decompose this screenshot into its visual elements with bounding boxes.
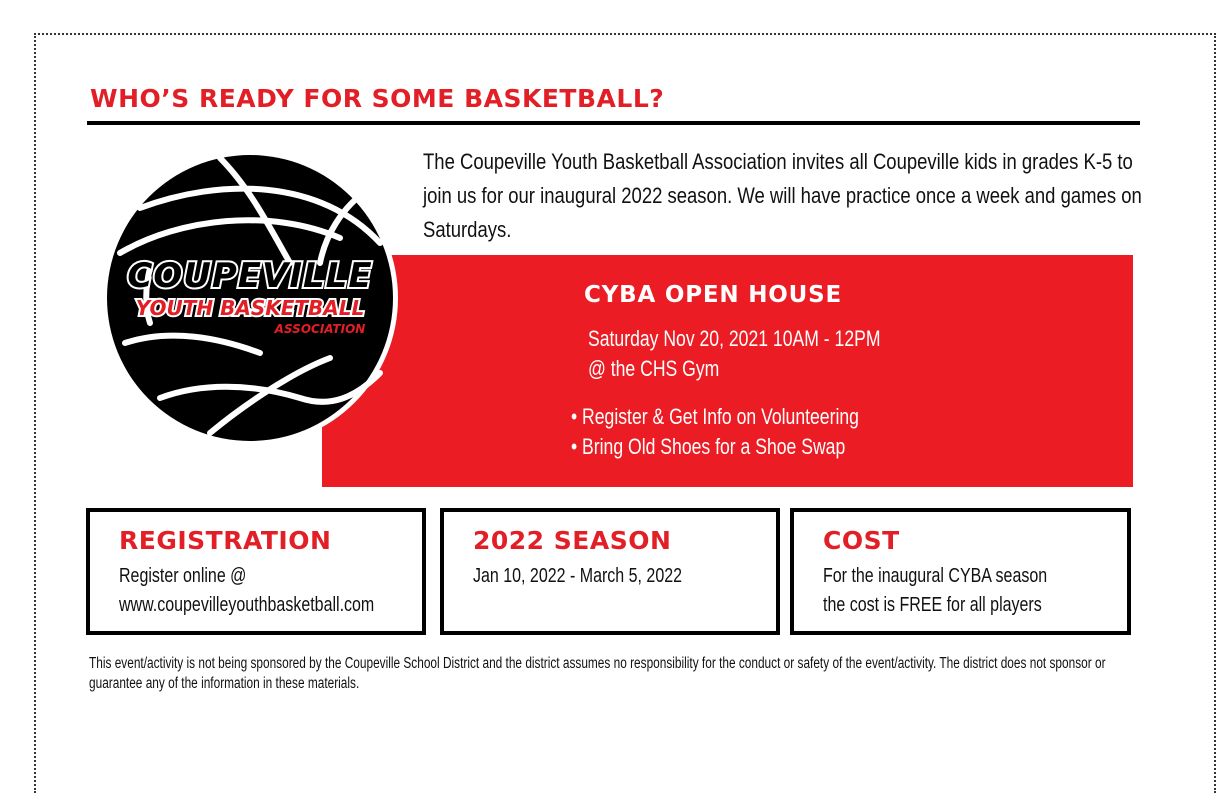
flyer-headline: WHO’S READY FOR SOME BASKETBALL? (90, 84, 665, 113)
district-disclaimer: This event/activity is not being sponsored by the Coupeville School District and the district assumes no responsibility for the conduct or safety of the event/activity. The district does not sponsor or guarantee any of the information in these materials. (89, 655, 1106, 692)
open-house-title: CYBA OPEN HOUSE (584, 282, 843, 308)
open-house-bullet-2: • Bring Old Shoes for a Shoe Swap (571, 434, 846, 459)
headline-rule (87, 121, 1140, 125)
season-title: 2022 SEASON (473, 526, 672, 555)
registration-title: REGISTRATION (119, 526, 332, 555)
logo-line-youth-basketball: YOUTH BASKETBALL (135, 296, 365, 320)
cyba-logo (100, 148, 400, 448)
cost-text (823, 562, 1047, 620)
season-text (473, 562, 682, 591)
open-house-bullet-1: • Register & Get Info on Volunteering (571, 404, 859, 429)
open-house-location: @ the CHS Gym (588, 356, 720, 381)
season-box (440, 508, 780, 635)
cost-box (790, 508, 1131, 635)
registration-line-1: Register online @ (119, 565, 247, 587)
registration-url[interactable]: www.coupevilleyouthbasketball.com (119, 594, 375, 616)
intro-paragraph: The Coupeville Youth Basketball Association invites all Coupeville kids in grades K-5 to join us for our inaugural 2022 season. We will have practice once a week and games on Saturdays. (423, 149, 1142, 242)
cost-line-1: For the inaugural CYBA season (823, 565, 1048, 587)
cost-line-2: the cost is FREE for all players (823, 594, 1042, 616)
logo-line-coupeville: COUPEVILLE (127, 256, 373, 296)
cost-title: COST (823, 526, 900, 555)
registration-text (119, 562, 374, 620)
open-house-date: Saturday Nov 20, 2021 10AM - 12PM (588, 326, 881, 351)
logo-line-association: ASSOCIATION (274, 322, 366, 336)
season-dates: Jan 10, 2022 - March 5, 2022 (473, 565, 683, 587)
registration-box (86, 508, 426, 635)
